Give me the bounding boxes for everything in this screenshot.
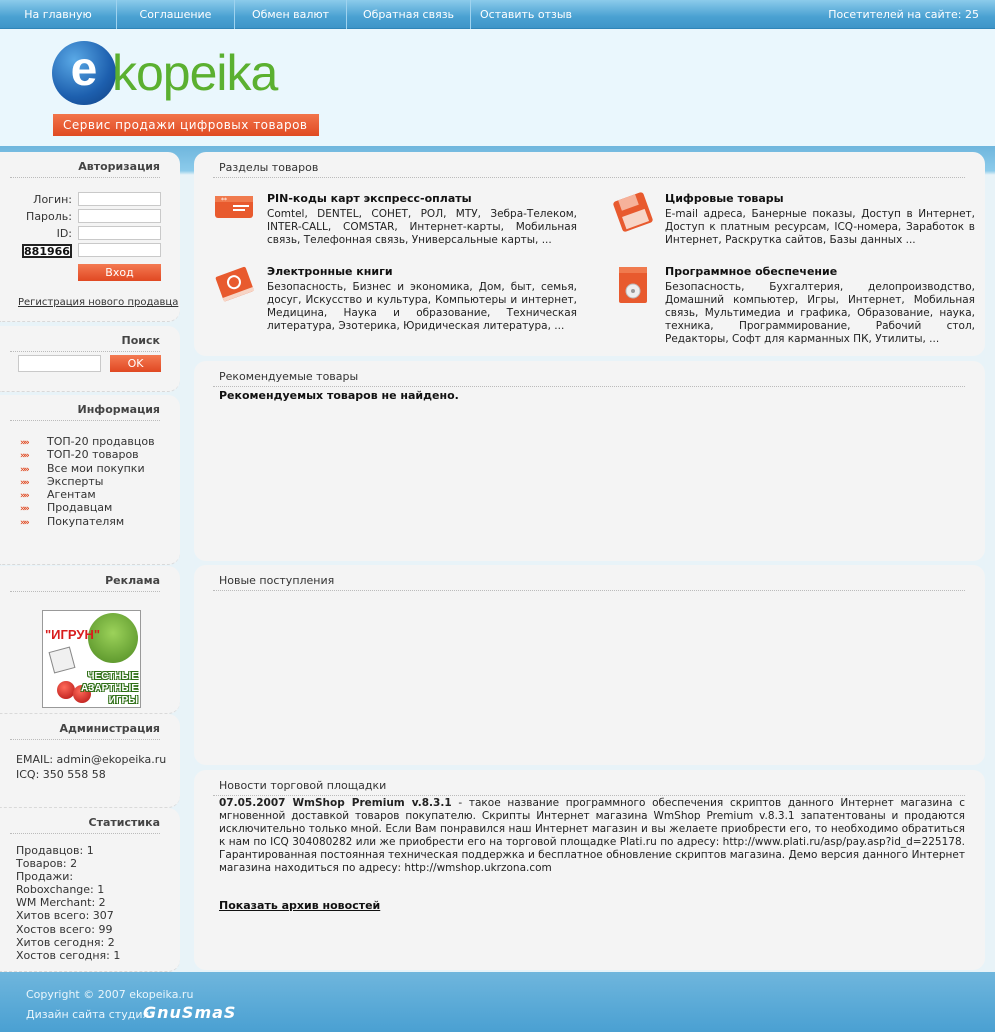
nav-exchange[interactable]: Обмен валют [235,0,347,29]
sections-panel [194,152,985,356]
arrow-icon: »» [20,464,28,475]
category-title[interactable]: Электронные книги [267,265,393,278]
password-input[interactable] [78,209,161,223]
floppy-icon [611,192,655,232]
news-headline: 07.05.2007 WmShop Premium v.8.3.1 [219,797,452,809]
info-item-experts[interactable]: »» Эксперты [20,474,104,488]
auth-title: Авторизация [78,160,160,173]
news-archive-link[interactable]: Показать архив новостей [219,899,381,912]
category-desc: Comtel, DENTEL, СОНЕТ, РОЛ, МТУ, Зебра-Телеком, INTER-CALL, COMSTAR, Интернет-карты, Мобильная связь, Телефонная связь, Универсальные карты, ... [267,208,577,246]
search-input[interactable] [18,355,101,372]
cherry-icon [57,681,75,699]
book-icon [213,265,257,305]
site-logo[interactable] [52,41,322,137]
info-item-top-products[interactable]: »» ТОП-20 товаров [20,448,139,462]
divider [10,177,160,178]
divider [213,590,965,591]
software-box-icon [611,265,655,305]
stat-line: Хостов сегодня: 1 [16,948,121,962]
auth-panel [0,152,180,322]
stat-line: Товаров: 2 [16,857,78,871]
stats-title: Статистика [88,816,160,829]
dice-icon [49,647,76,674]
stat-line: Продажи: [16,870,74,884]
stat-line: Roboxchange: 1 [16,883,105,897]
stat-line: Продавцов: 1 [16,844,94,857]
ad-brand: "ИГРУН" [45,627,101,642]
stats-list [16,844,120,962]
logo-tagline: Сервис продажи цифровых товаров [53,114,319,136]
captcha-input[interactable] [78,243,161,257]
ad-title: Реклама [105,574,160,587]
divider [213,386,965,387]
new-items-panel [194,565,985,765]
logo-text: kopeika [112,45,278,101]
divider [10,591,160,592]
stat-line: Хитов сегодня: 2 [16,935,115,949]
category-desc: Безопасность, Бизнес и экономика, Дом, быт, семья, досуг, Искусство и культура, Компьютеры и интернет, Медицина, Наука и образование, Техническая литература, Эзотерика, Юридическая литература, ... [267,281,577,332]
nav-agreement[interactable]: Соглашение [117,0,235,29]
divider [10,351,160,352]
login-button[interactable]: Вход [78,264,161,281]
studio-logo[interactable]: GnuSmaS [143,1003,237,1022]
info-menu [20,435,155,528]
category-title[interactable]: Программное обеспечение [665,265,838,278]
nav-review[interactable]: Оставить отзыв [479,8,573,21]
login-input[interactable] [78,192,161,206]
arrow-icon: »» [20,504,28,515]
admin-email: EMAIL: admin@ekopeika.ru [16,753,167,766]
nav-feedback[interactable]: Обратная связь [347,0,471,29]
copyright: Copyright © 2007 ekopeika.ru [26,988,194,1001]
stats-panel [0,808,180,972]
admin-icq: ICQ: 350 558 58 [16,768,106,781]
info-item-buyers[interactable]: »» Покупателям [20,514,125,528]
news-panel [194,770,985,970]
admin-title: Администрация [59,722,160,735]
search-title: Поиск [121,334,160,347]
arrow-icon: »» [20,438,28,448]
info-item-agents[interactable]: »» Агентам [20,488,96,502]
divider [213,177,965,178]
recommended-empty-message: Рекомендуемых товаров не найдено. [219,389,459,402]
divider [10,833,160,834]
search-button[interactable]: OK [110,355,161,372]
search-panel [0,326,180,392]
category-desc: E-mail адреса, Банерные показы, Доступ в Интернет, Доступ к платным ресурсам, ICQ-номера, Заработок в Интернет, Раскрутка сайтов, Базы данных ... [665,208,975,246]
logo-e-icon: e [52,41,116,105]
divider [213,795,965,796]
svg-text:**: ** [221,197,227,204]
info-item-sellers[interactable]: »» Продавцам [20,501,113,515]
ad-banner[interactable] [42,610,141,708]
password-label: Пароль: [26,210,72,223]
news-body: - такое название программного обеспечения скриптов данного Интернет магазина с мгновенной доставкой товаров покупателю. Скрипты Интернет магазина WmShop Premium v.8.3.1 запатентованы и продаются исключительно только мной. Если Вам понравился наш Интернет магазин и вы желаете приобрести его, то необходимо обратиться к нам по ICQ 304080282 или же приобрести его на торговой площадке Plati.ru по адресу: http://www.plati.ru/asp/pay.asp?id_d=225178. Гарантированная постоянная техническая поддержка и бесплатное обновление скриптов магазина. Демо версия данного Интернет магазина находиться по адресу: http://wmshop.ukrzona.com [219,797,965,874]
category-title[interactable]: Цифровые товары [665,192,784,205]
design-credit: Дизайн сайта студия [26,1008,150,1021]
recommended-panel [194,361,985,561]
category-desc: Безопасность, Бухгалтерия, делопроизводство, Домашний компьютер, Игры, Интернет, Мобильная связь, Мультимедиа и графика, Образование, наука, техника, Программирование, Рабочий стол, Редакторы, Софт для карманных ПК, Утилиты, ... [665,281,975,345]
admin-panel [0,714,180,808]
top-navigation [0,0,995,29]
stat-line: Хитов всего: 307 [16,909,114,923]
divider [10,739,160,740]
new-items-title: Новые поступления [219,574,335,587]
sections-title: Разделы товаров [219,161,319,174]
divider [10,420,160,421]
site-header [0,29,995,146]
id-label: ID: [56,227,72,240]
admin-contacts [16,752,166,782]
info-panel [0,395,180,565]
arrow-icon: »» [20,477,28,488]
visitors-counter: Посетителей на сайте: 25 [828,8,979,21]
news-item [219,797,965,875]
login-label: Логин: [33,193,72,206]
arrow-icon: »» [20,491,28,502]
card-icon [213,192,257,232]
category-title[interactable]: PIN-коды карт экспресс-оплаты [267,192,472,205]
ad-panel [0,566,180,714]
arrow-icon: »» [20,451,28,462]
info-title: Информация [77,403,160,416]
ad-slogan: ЧЕСТНЫЕ АЗАРТНЫЕ ИГРЫ [80,671,138,706]
stat-line: Хостов всего: 99 [16,922,113,936]
recommended-title: Рекомендуемые товары [219,370,359,383]
info-item-top-sellers[interactable]: »» ТОП-20 продавцов [20,435,155,448]
nav-home[interactable]: На главную [0,0,117,29]
info-item-my-purchases[interactable]: »» Все мои покупки [20,461,145,475]
arrow-icon: »» [20,517,28,528]
site-footer [0,972,995,1032]
captcha-image: 881966 [22,244,72,258]
register-seller-link[interactable]: Регистрация нового продавца [18,297,179,308]
stat-line: WM Merchant: 2 [16,896,106,910]
id-input[interactable] [78,226,161,240]
news-title: Новости торговой площадки [219,779,387,792]
